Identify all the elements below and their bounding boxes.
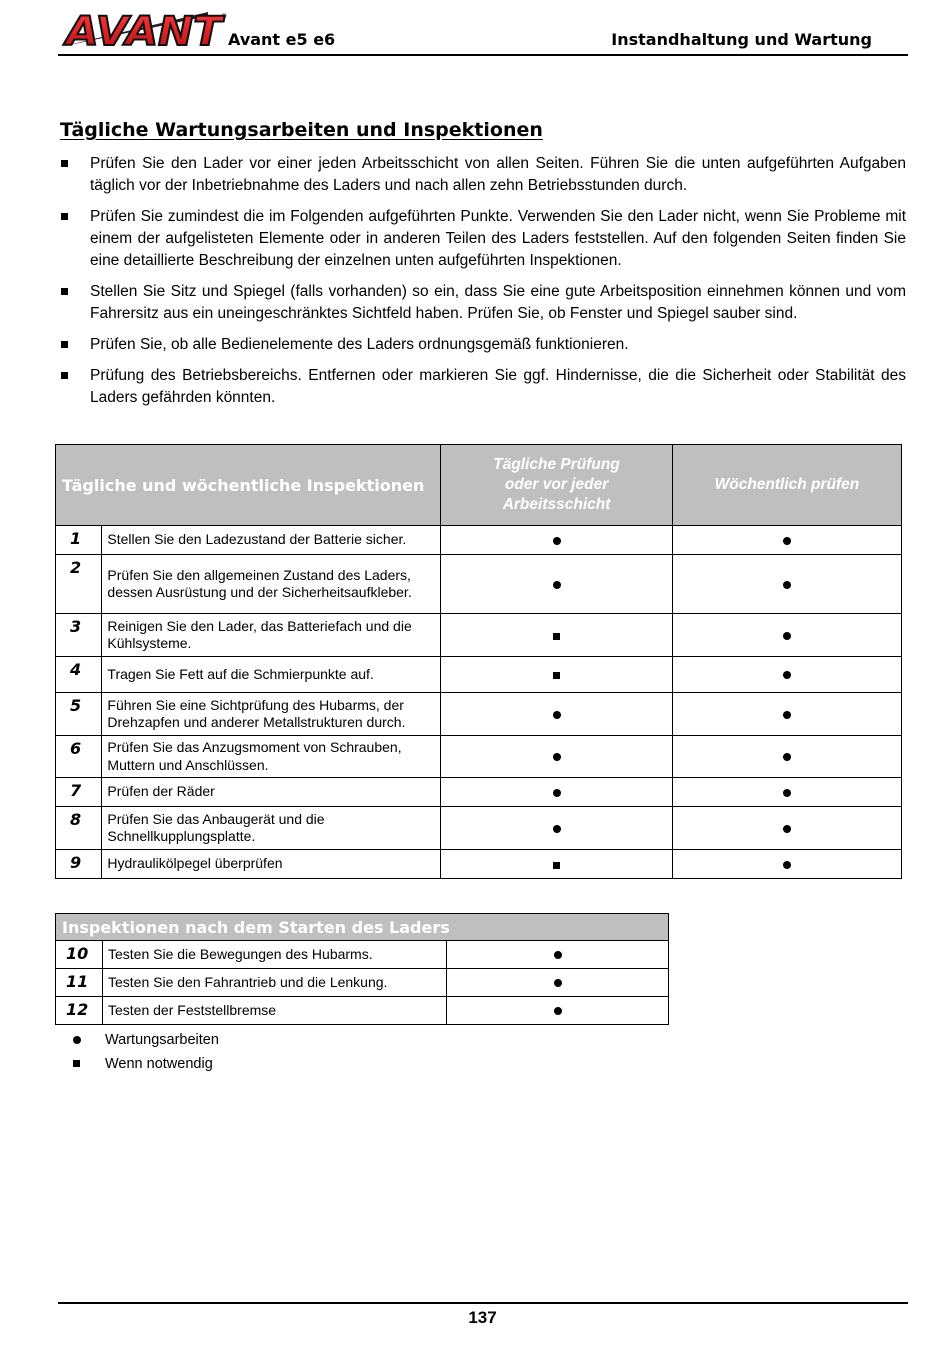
row-description: Prüfen der Räder bbox=[102, 778, 441, 807]
dot-icon bbox=[73, 1036, 81, 1044]
dot-icon bbox=[783, 711, 791, 719]
mark-cell bbox=[441, 693, 673, 736]
mark-cell bbox=[672, 850, 901, 879]
mark-cell bbox=[672, 555, 901, 614]
table-row bbox=[56, 657, 902, 693]
row-number: 2 bbox=[56, 555, 102, 614]
table-header-daily bbox=[441, 445, 673, 526]
row-description: Reinigen Sie den Lader, das Batteriefach und die Kühlsysteme. bbox=[102, 614, 441, 657]
row-number: 8 bbox=[56, 807, 102, 850]
bullet-item: Stellen Sie Sitz und Spiegel (falls vorhanden) so ein, dass Sie eine gute Arbeitsposition einnehmen können und vom Fahrersitz aus ein uneingeschränktes Sichtfeld haben. Prüfen Sie, ob Fenster und Spiegel sauber sind. bbox=[60, 281, 906, 325]
legend-item-maintenance bbox=[70, 1028, 219, 1052]
page-title: Tägliche Wartungsarbeiten und Inspektionen bbox=[60, 119, 543, 141]
table-row bbox=[56, 969, 669, 997]
bullet-item: Prüfen Sie den Lader vor einer jeden Arbeitsschicht von allen Seiten. Führen Sie die unten aufgeführten Aufgaben täglich vor der Inbetriebnahme des Laders und nach allen zehn Betriebsstunden durch. bbox=[60, 153, 906, 197]
table-row bbox=[56, 736, 902, 778]
startup-table-body bbox=[56, 941, 669, 1025]
page-number: 137 bbox=[468, 1308, 497, 1327]
bullet-list bbox=[60, 153, 906, 418]
row-number: 12 bbox=[56, 997, 103, 1025]
legend bbox=[70, 1028, 219, 1076]
mark-cell bbox=[441, 736, 673, 778]
row-description: Hydraulikölpegel überprüfen bbox=[102, 850, 441, 879]
mark-cell bbox=[441, 807, 673, 850]
table-row bbox=[56, 614, 902, 657]
row-number: 9 bbox=[56, 850, 102, 879]
mark-cell bbox=[447, 941, 669, 969]
startup-inspection-table bbox=[55, 913, 669, 1025]
mark-cell bbox=[672, 778, 901, 807]
dot-icon bbox=[783, 581, 791, 589]
table-row bbox=[56, 941, 669, 969]
table-row bbox=[56, 778, 902, 807]
mark-cell bbox=[441, 526, 673, 555]
row-number: 10 bbox=[56, 941, 103, 969]
square-icon bbox=[553, 862, 560, 869]
square-icon bbox=[553, 633, 560, 640]
mark-cell bbox=[447, 997, 669, 1025]
mark-cell bbox=[441, 778, 673, 807]
header-section: Instandhaltung und Wartung bbox=[611, 30, 872, 49]
dot-icon bbox=[553, 825, 561, 833]
row-number: 6 bbox=[56, 736, 102, 778]
mark-cell bbox=[441, 555, 673, 614]
row-description: Tragen Sie Fett auf die Schmierpunkte auf. bbox=[102, 657, 441, 693]
mark-cell bbox=[672, 693, 901, 736]
bullet-item: Prüfen Sie zumindest die im Folgenden aufgeführten Punkte. Verwenden Sie den Lader nicht, wenn Sie Probleme mit einem der aufgelisteten Elemente oder in anderen Teilen des Laders feststellen. Auf den folgenden Seiten finden Sie eine detaillierte Beschreibung der einzelnen unten aufgeführten Inspektionen. bbox=[60, 206, 906, 272]
dot-icon bbox=[783, 537, 791, 545]
table-row bbox=[56, 555, 902, 614]
table-header-main: Tägliche und wöchentliche Inspektionen bbox=[56, 445, 441, 526]
row-number: 1 bbox=[56, 526, 102, 555]
table-row bbox=[56, 997, 669, 1025]
dot-icon bbox=[553, 711, 561, 719]
row-description: Führen Sie eine Sichtprüfung des Hubarms, der Drehzapfen und anderer Metallstrukturen durch. bbox=[102, 693, 441, 736]
table-row bbox=[56, 850, 902, 879]
table-header-weekly: Wöchentlich prüfen bbox=[672, 445, 901, 526]
dot-icon bbox=[783, 861, 791, 869]
dot-icon bbox=[554, 1007, 562, 1015]
table-row bbox=[56, 693, 902, 736]
bullet-item: Prüfung des Betriebsbereichs. Entfernen oder markieren Sie ggf. Hindernisse, die die Sicherheit oder Stabilität des Laders gefährden könnten. bbox=[60, 365, 906, 409]
mark-cell bbox=[441, 850, 673, 879]
legend-item-if-needed bbox=[70, 1052, 219, 1076]
square-icon bbox=[73, 1060, 80, 1067]
dot-icon bbox=[553, 753, 561, 761]
mark-cell bbox=[441, 657, 673, 693]
dot-icon bbox=[553, 581, 561, 589]
dot-icon bbox=[783, 632, 791, 640]
row-number: 4 bbox=[56, 657, 102, 693]
header-model: Avant e5 e6 bbox=[228, 30, 336, 49]
page-header bbox=[58, 8, 908, 56]
dot-icon bbox=[554, 979, 562, 987]
row-number: 5 bbox=[56, 693, 102, 736]
dot-icon bbox=[553, 537, 561, 545]
square-icon bbox=[553, 672, 560, 679]
mark-cell bbox=[672, 736, 901, 778]
table-row bbox=[56, 526, 902, 555]
table-row bbox=[56, 807, 902, 850]
row-number: 7 bbox=[56, 778, 102, 807]
dot-icon bbox=[553, 789, 561, 797]
mark-cell bbox=[441, 614, 673, 657]
row-description: Prüfen Sie das Anbaugerät und die Schnellkupplungsplatte. bbox=[102, 807, 441, 850]
mark-cell bbox=[672, 657, 901, 693]
mark-cell bbox=[447, 969, 669, 997]
mark-cell bbox=[672, 526, 901, 555]
dot-icon bbox=[783, 825, 791, 833]
dot-icon bbox=[783, 789, 791, 797]
avant-logo bbox=[58, 8, 228, 48]
svg-text:AVANT: AVANT bbox=[62, 9, 225, 48]
dot-icon bbox=[783, 753, 791, 761]
row-description: Prüfen Sie das Anzugsmoment von Schrauben, Muttern und Anschlüssen. bbox=[102, 736, 441, 778]
row-description: Testen Sie die Bewegungen des Hubarms. bbox=[103, 941, 447, 969]
mark-cell bbox=[672, 807, 901, 850]
inspection-table bbox=[55, 444, 902, 879]
startup-table-header: Inspektionen nach dem Starten des Laders bbox=[56, 914, 669, 941]
mark-cell bbox=[672, 614, 901, 657]
svg-text:®: ® bbox=[222, 14, 227, 20]
footer-divider bbox=[58, 1302, 908, 1304]
legend-dot-label: Wartungsarbeiten bbox=[105, 1032, 219, 1048]
row-description: Prüfen Sie den allgemeinen Zustand des Laders, dessen Ausrüstung und der Sicherheitsaufkleber. bbox=[102, 555, 441, 614]
header-daily-text: Tägliche Prüfung oder vor jeder Arbeitsschicht bbox=[493, 456, 620, 513]
dot-icon bbox=[554, 951, 562, 959]
row-number: 11 bbox=[56, 969, 103, 997]
bullet-item: Prüfen Sie, ob alle Bedienelemente des Laders ordnungsgemäß funktionieren. bbox=[60, 334, 906, 356]
inspection-table-body bbox=[56, 526, 902, 879]
row-description: Testen der Feststellbremse bbox=[103, 997, 447, 1025]
row-description: Testen Sie den Fahrantrieb und die Lenkung. bbox=[103, 969, 447, 997]
row-description: Stellen Sie den Ladezustand der Batterie sicher. bbox=[102, 526, 441, 555]
row-number: 3 bbox=[56, 614, 102, 657]
legend-square-label: Wenn notwendig bbox=[105, 1056, 213, 1072]
dot-icon bbox=[783, 671, 791, 679]
